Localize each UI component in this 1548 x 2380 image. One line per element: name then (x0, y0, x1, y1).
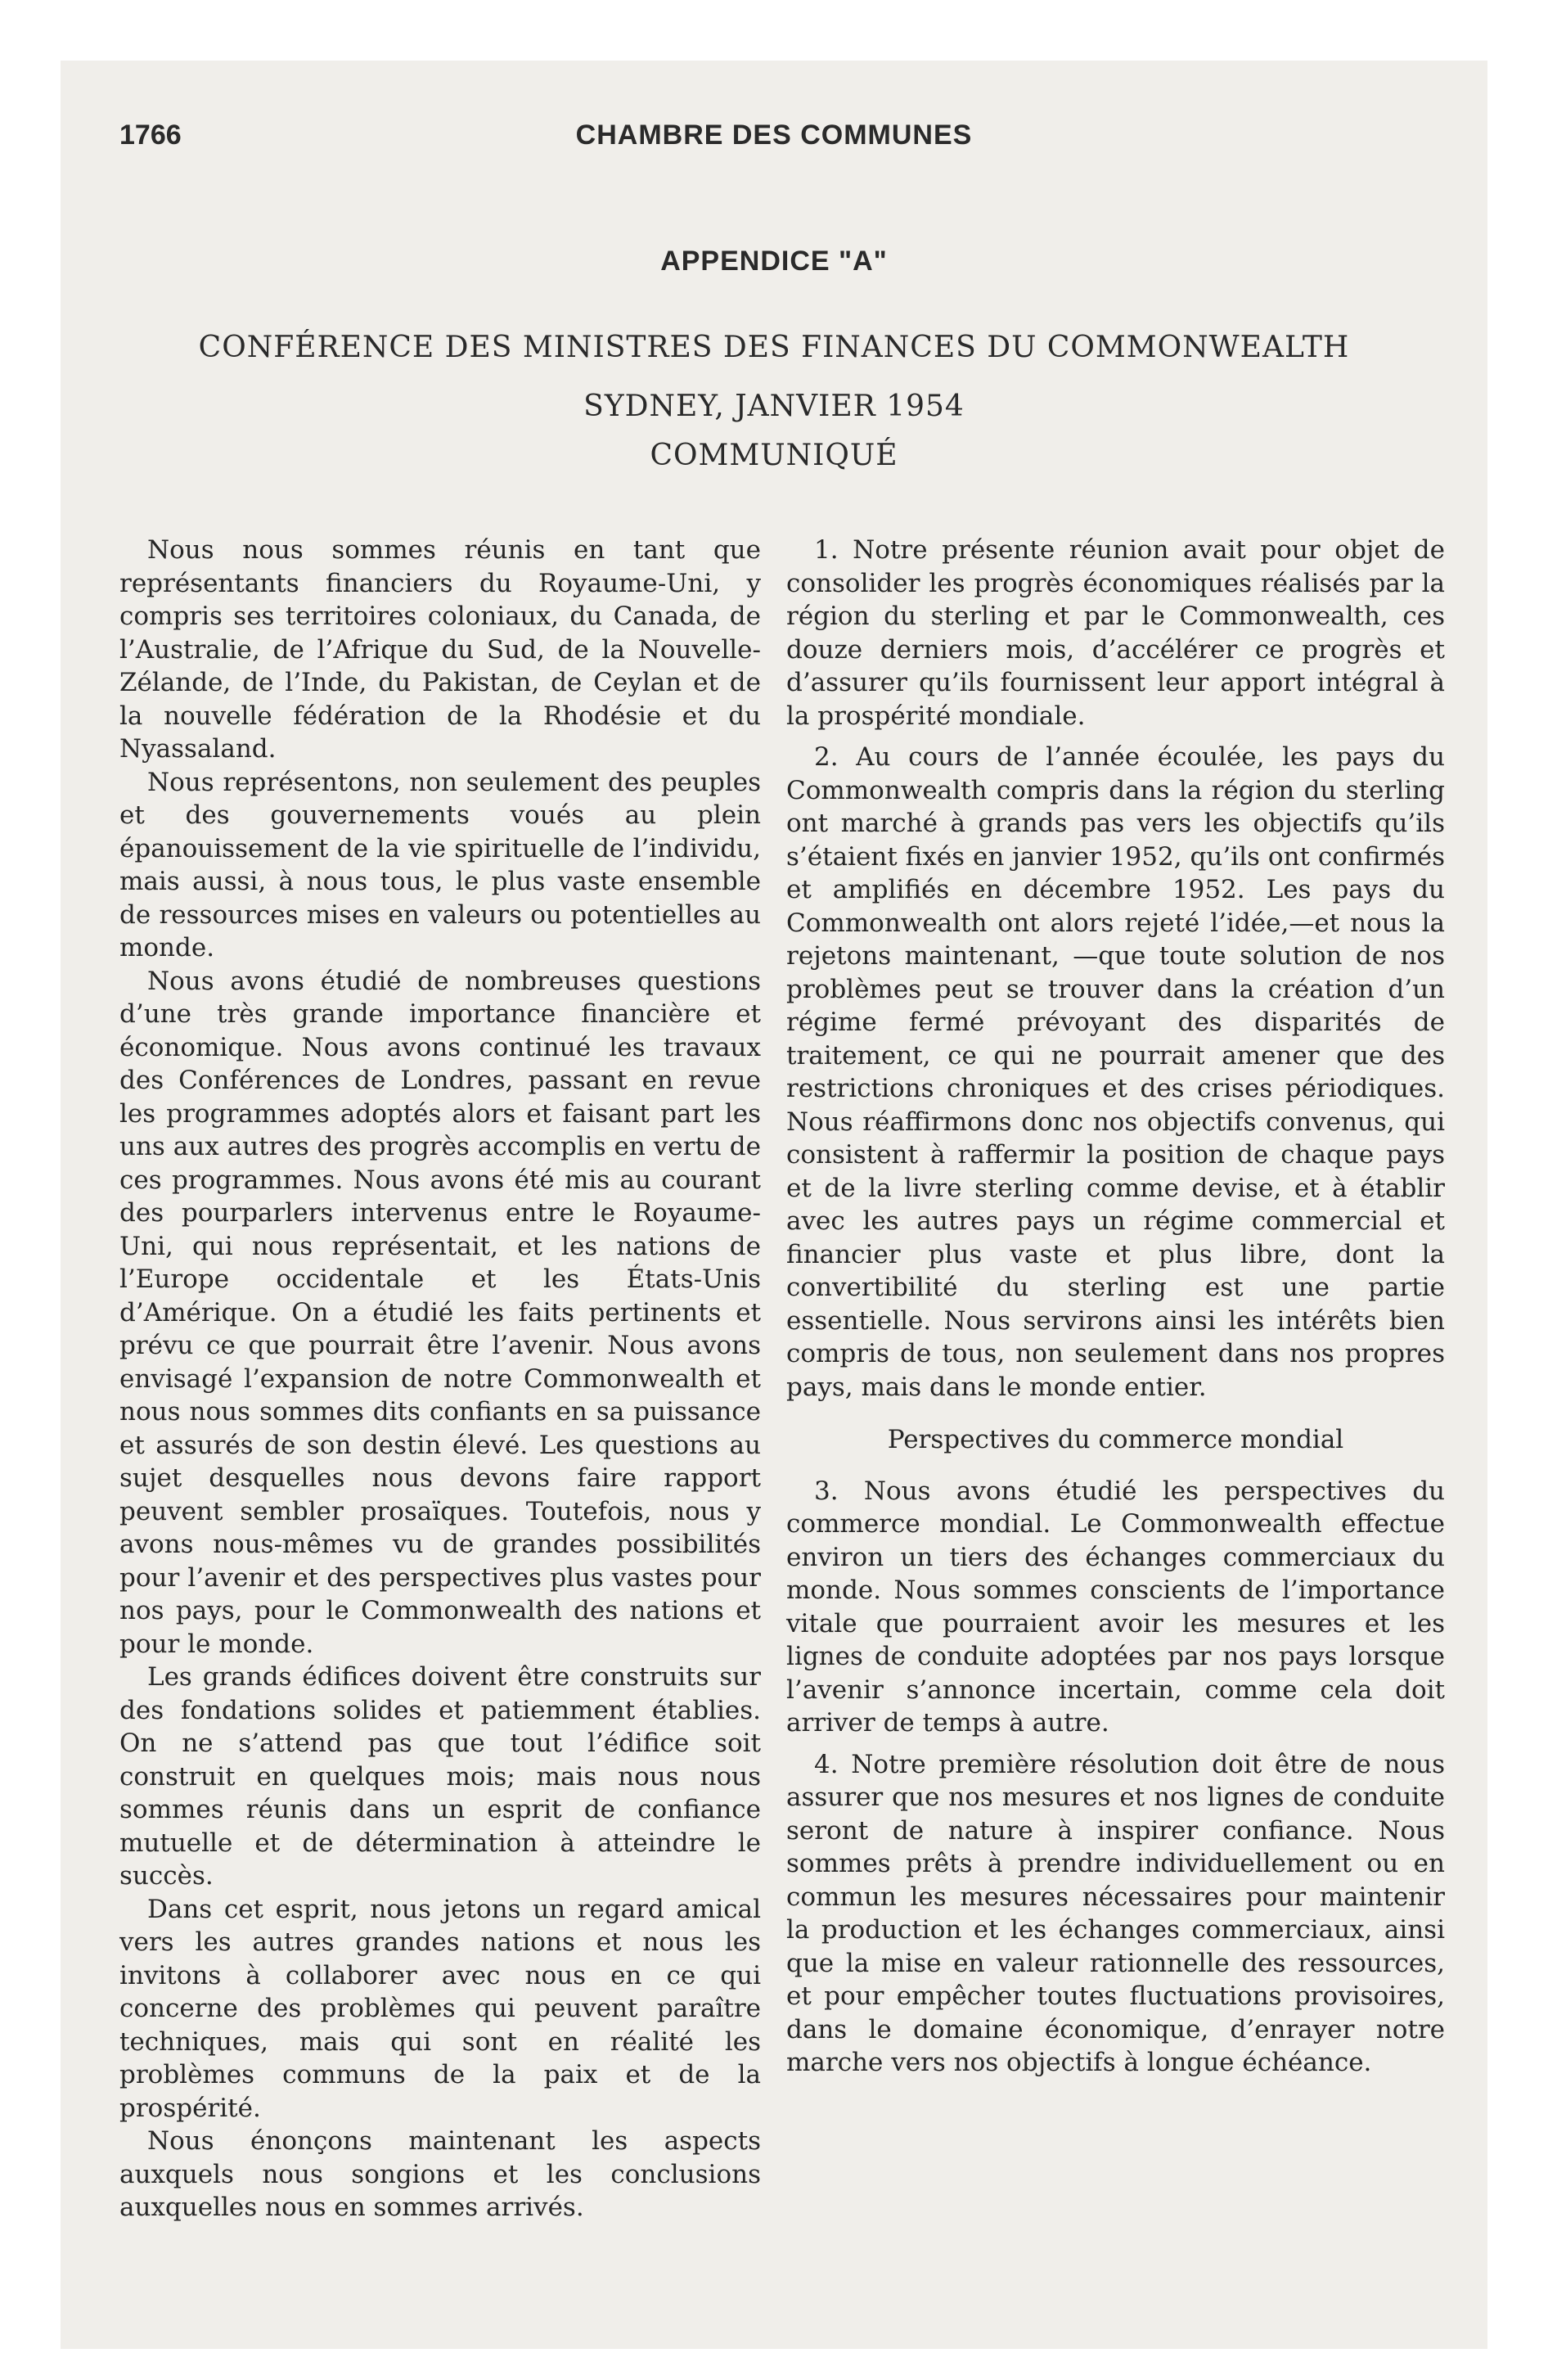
paragraph: Dans cet esprit, nous jetons un regard amical vers les autres grandes nations et nous les invitons à collaborer avec nous en ce qui concerne des problèmes qui peuvent paraître techniques, mais qui sont en réalité les problèmes communs de la paix et de la prospérité. (119, 1894, 761, 2123)
paragraph: Nous énonçons maintenant les aspects auxquels nous songions et les conclusions auxquelles nous en sommes arrivés. (119, 2126, 761, 2222)
paragraph: Nous avons étudié de nombreuses questions d’une très grande importance financière et économique. Nous avons continué les travaux des Conférences de Londres, passant en revue les programmes adoptés alors et faisant part les uns aux autres des progrès accomplis en vertu de ces programmes. Nous avons été mis au courant des pourparlers intervenus entre le Royaume-Uni, qui nous représentait, et les nations de l’Europe occidentale et les États-Unis d’Amérique. On a étudié les faits pertinents et prévu ce que pourrait être l’avenir. Nous avons envisagé l’expansion de notre Commonwealth et nous nous sommes dits confiants en sa puissance et assurés de son destin élevé. Les questions au sujet desquelles nous devons faire rapport peuvent sembler prosaïques. Toutefois, nous y avons nous-mêmes vu de grandes possibilités pour l’avenir et des perspectives plus vastes pour nos pays, pour le Commonwealth des nations et pour le monde. (119, 966, 761, 1659)
page-number: 1766 (119, 119, 182, 151)
paragraph: Les grands édifices doivent être construits sur des fondations solides et patiemment établies. On ne s’attend pas que tout l’édifice soit construit en quelques mois; mais nous nous sommes réunis dans un esprit de confiance mutuelle et de détermination à atteindre le succès. (119, 1662, 761, 1891)
appendix-heading: APPENDICE "A" (660, 246, 888, 277)
numbered-paragraph: 2. Au cours de l’année écoulée, les pays du Commonwealth compris dans la région du sterling ont marché à grands pas vers les objectifs qu’ils s’étaient fixés en janvier 1952, qu’ils ont confirmés et amplifiés en décembre 1952. Les pays du Commonwealth ont alors rejeté l’idée,—et nous la rejetons maintenant, —que toute solution de nos problèmes peut se trouver dans la création d’un régime fermé prévoyant des disparités de traitement, ce qui ne pourrait amener que des restrictions chroniques et des crises périodiques. Nous réaffirmons donc nos objectifs convenus, qui consistent à raffermir la position de chaque pays et de la livre sterling comme devise, et à établir avec les autres pays un régime commercial et financier plus vaste et plus libre, dont la convertibilité du sterling est une partie essentielle. Nous servirons ainsi les intérêts bien compris de tous, non seulement dans nos propres pays, mais dans le monde entier. (786, 742, 1445, 1402)
left-column (119, 534, 761, 2224)
numbered-paragraph: 3. Nous avons étudié les perspectives du commerce mondial. Le Commonwealth effectue environ un tiers des échanges commerciaux du monde. Nous sommes conscients de l’importance vitale que pourraient avoir les mesures et les lignes de conduite adoptées par nos pays lorsque l’avenir s’annonce incertain, comme cela doit arriver de temps à autre. (786, 1476, 1445, 1738)
numbered-paragraph: 1. Notre présente réunion avait pour objet de consolider les progrès économiques réalisés par la région du sterling et par le Commonwealth, ces douze derniers mois, d’accélérer ce progrès et d’assurer qu’ils fournissent leur apport intégral à la prospérité mondiale. (786, 535, 1445, 731)
right-column (786, 534, 1445, 2080)
place-date-heading: SYDNEY, JANVIER 1954 (583, 390, 965, 423)
running-title: CHAMBRE DES COMMUNES (575, 119, 973, 151)
paragraph: Nous représentons, non seulement des peuples et des gouvernements voués au plein épanouissement de la vie spirituelle de l’individu, mais aussi, à nous tous, le plus vaste ensemble de ressources mises en valeurs ou potentielles au monde. (119, 767, 761, 962)
paragraph: Nous nous sommes réunis en tant que représentants financiers du Royaume-Uni, y compris ses territoires coloniaux, du Canada, de l’Australie, de l’Afrique du Sud, de la Nouvelle-Zélande, de l’Inde, du Pakistan, de Ceylan et de la nouvelle fédération de la Rhodésie et du Nyassaland. (119, 535, 761, 764)
section-subheading: Perspectives du commerce mondial (887, 1425, 1344, 1454)
communique-heading: COMMUNIQUÉ (650, 439, 898, 472)
conference-title: CONFÉRENCE DES MINISTRES DES FINANCES DU COMMONWEALTH (198, 331, 1350, 364)
numbered-paragraph: 4. Notre première résolution doit être de nous assurer que nos mesures et nos lignes de conduite seront de nature à inspirer confiance. Nous sommes prêts à prendre individuellement ou en commun les mesures nécessaires pour maintenir la production et les échanges commerciaux, ainsi que la mise en valeur rationnelle des ressources, et pour empêcher toutes fluctuations provisoires, dans le domaine économique, d’enrayer notre marche vers nos objectifs à longue échéance. (786, 1749, 1445, 2077)
